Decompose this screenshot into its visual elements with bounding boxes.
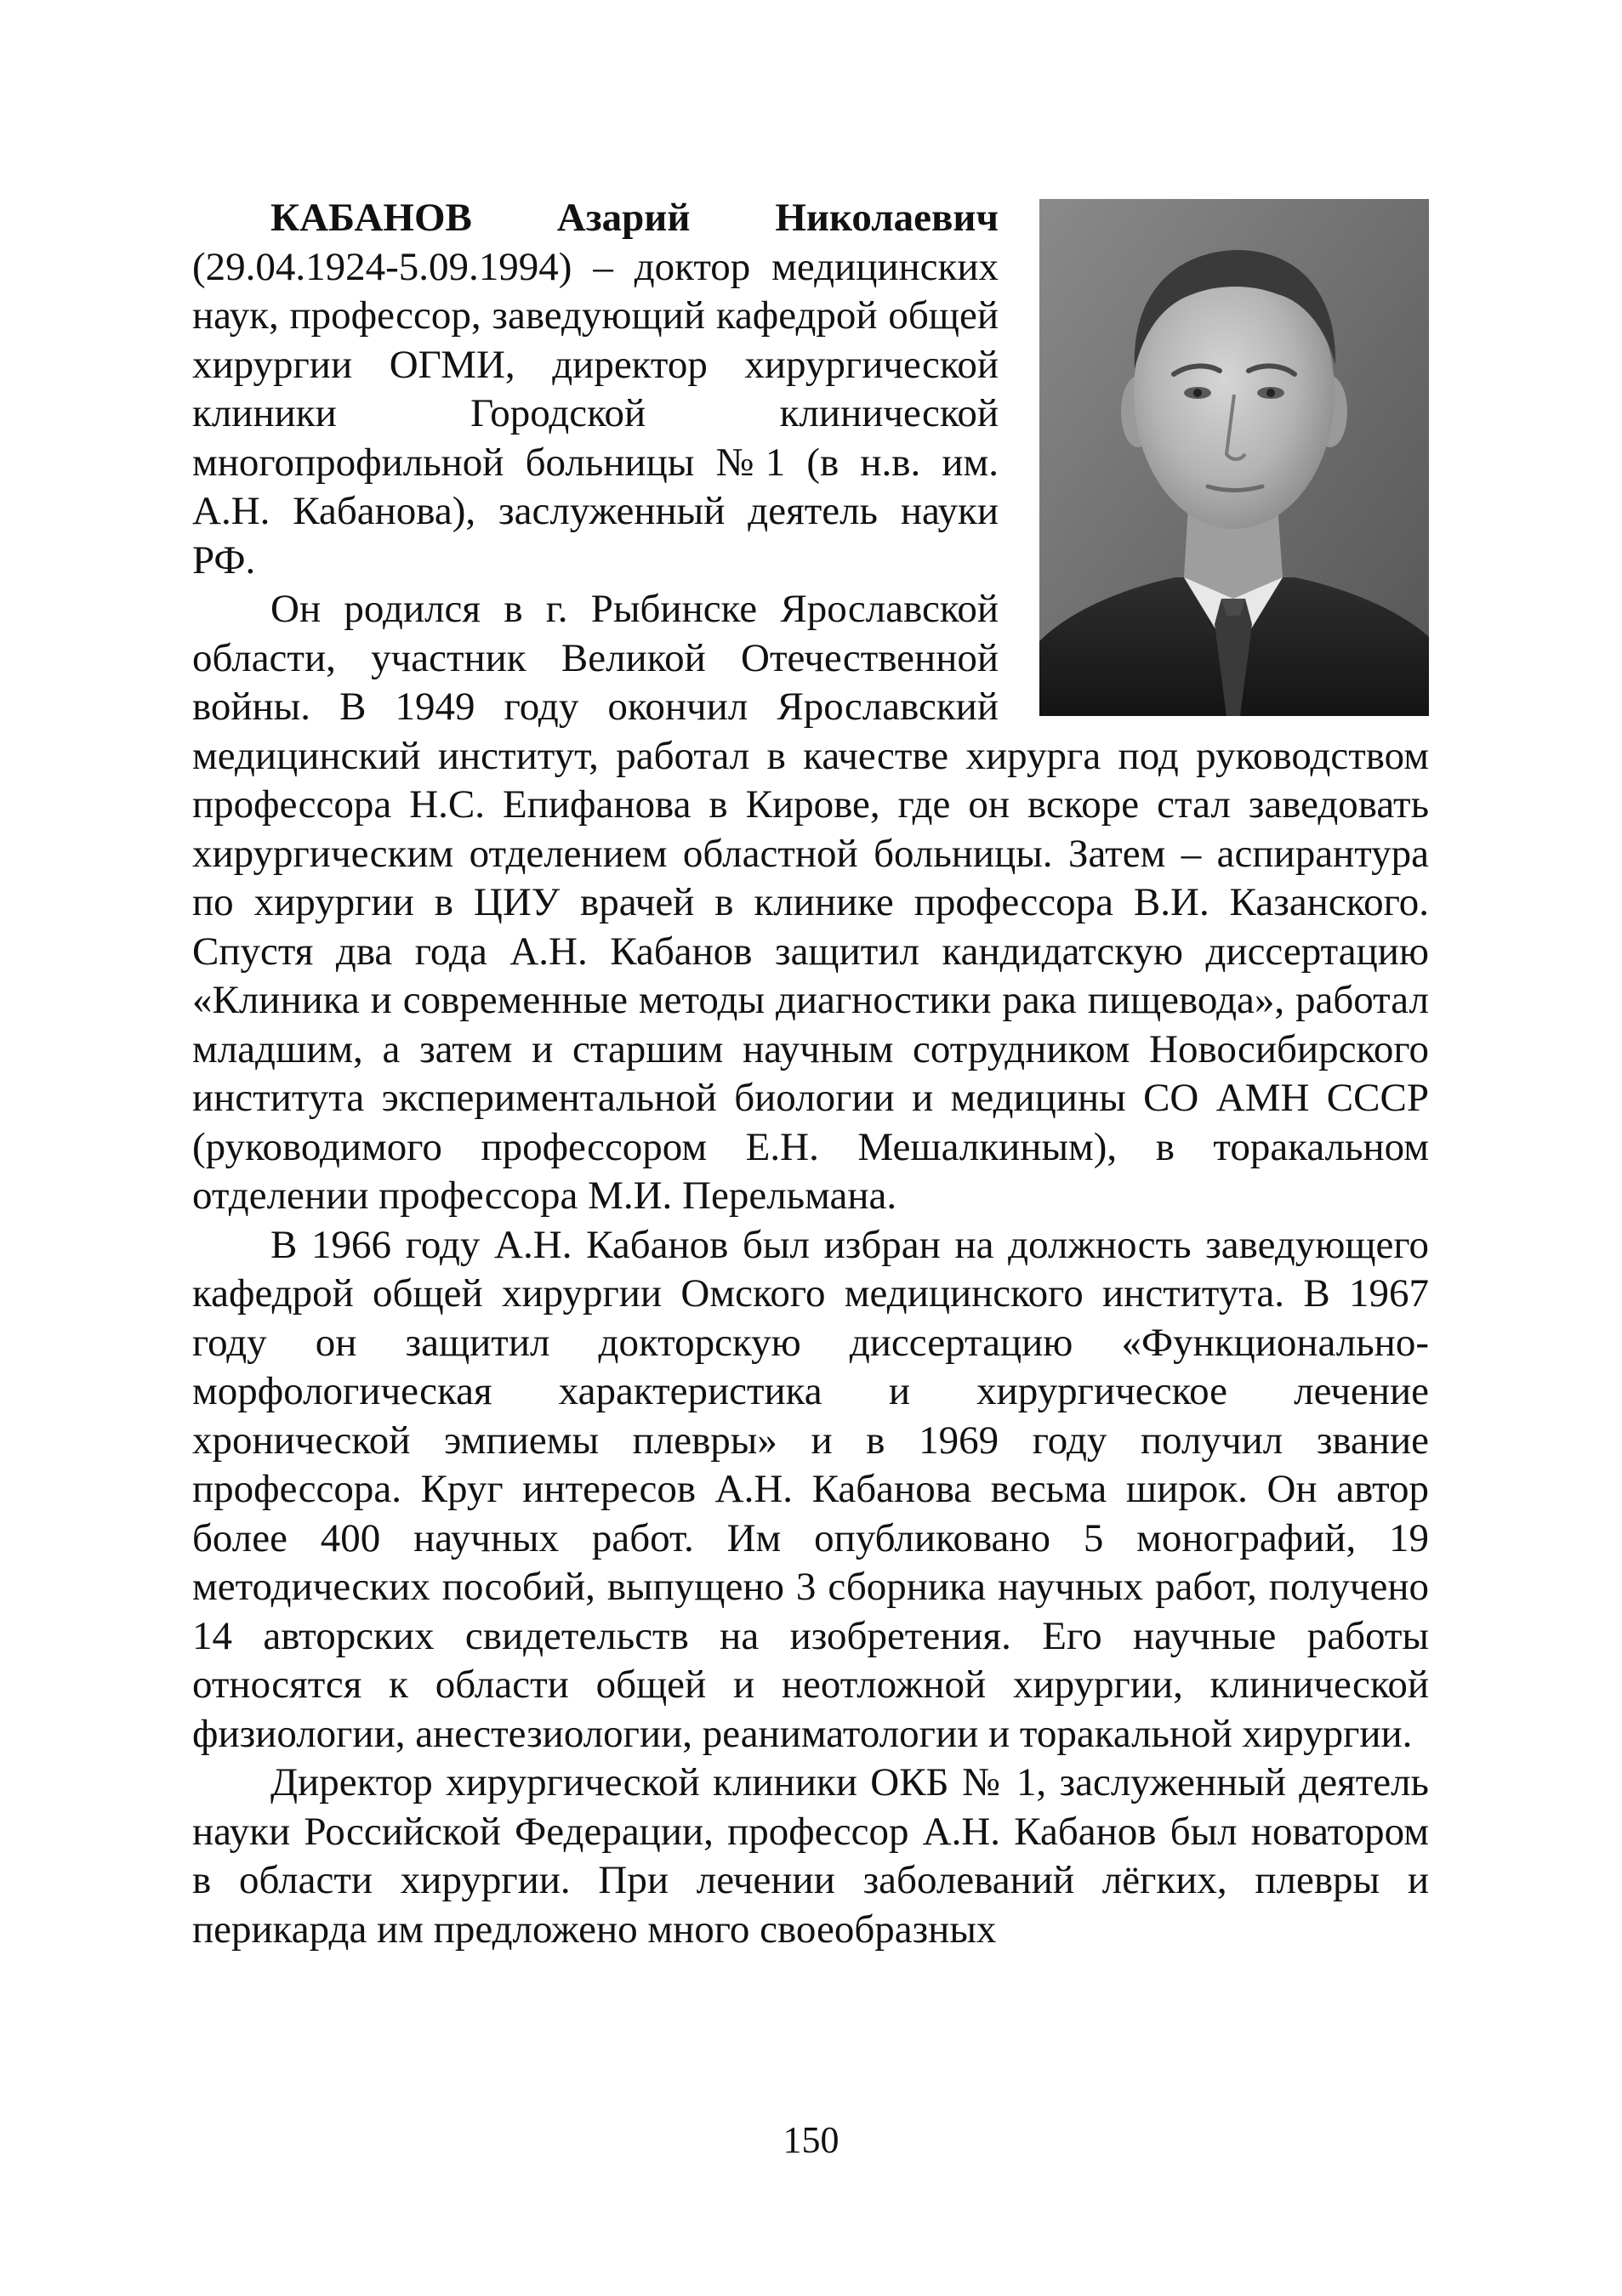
first-name: Азарий	[556, 196, 691, 240]
paragraph-omsk: В 1966 году А.Н. Кабанов был избран на должность заведующего кафедрой общей хирургии Омского медицинского института. В 1967 году он защитил докторскую диссертацию «Функционально-морфологическая характеристика и хирургическое лечение хронической эмпиемы плевры» и в 1969 году получил звание профессора. Круг интересов А.Н. Кабанова весьма широк. Он автор более 400 научных работ. Им опубликовано 5 монографий, 19 методических пособий, выпущено 3 сборника научных работ, получено 14 авторских свидетельств на изобретения. Его научные работы относятся к области общей и неотложной хирургии, клинической физиологии, анестезиологии, реаниматологии и торакальной хирургии.	[192, 1222, 1429, 1756]
paragraph-director: Директор хирургической клиники ОКБ № 1, заслуженный деятель науки Российской Федерации, профессор А.Н. Кабанов был новатором в области хирургии. При лечении заболеваний лёгких, плевры и перикарда им предложено много своеобразных	[192, 1760, 1429, 1952]
portrait-photo	[1039, 199, 1429, 716]
patronymic: Николаевич	[775, 196, 999, 240]
paragraph-early-career: Он родился в г. Рыбинске Ярославской области, участник Великой Отечественной войны. В 1949 году окончил Ярославский медицинский институт, работал в качестве хирурга под руководством профессора Н.С. Епифанова в Кирове, где он вскоре стал заведовать хирургическим отделением областной больницы. Затем – аспирантура по хирургии в ЦИУ врачей в клинике профессора В.И. Казанского. Спустя два года А.Н. Кабанов защитил кандидатскую диссертацию «Клиника и современные методы диагностики рака пищевода», работал младшим, а затем и старшим научным сотрудником Новосибирского института экспериментальной биологии и медицины СО АМН СССР (руководимого профессором Е.Н. Мешалкиным), в торакальном отделении профессора М.И. Перельмана.	[192, 587, 1429, 1218]
surname: КАБАНОВ	[270, 196, 472, 240]
paragraph-intro: (29.04.1924-5.09.1994) – доктор медицинских наук, профессор, заведующий кафедрой общей хирургии ОГМИ, директор хирургической клиники Городской клинической многопрофильной больницы №1 (в н.в. им. А.Н. Кабанова), заслуженный деятель науки РФ.	[192, 244, 999, 583]
biography-text	[192, 194, 1429, 1954]
page-number: 150	[783, 2119, 839, 2161]
